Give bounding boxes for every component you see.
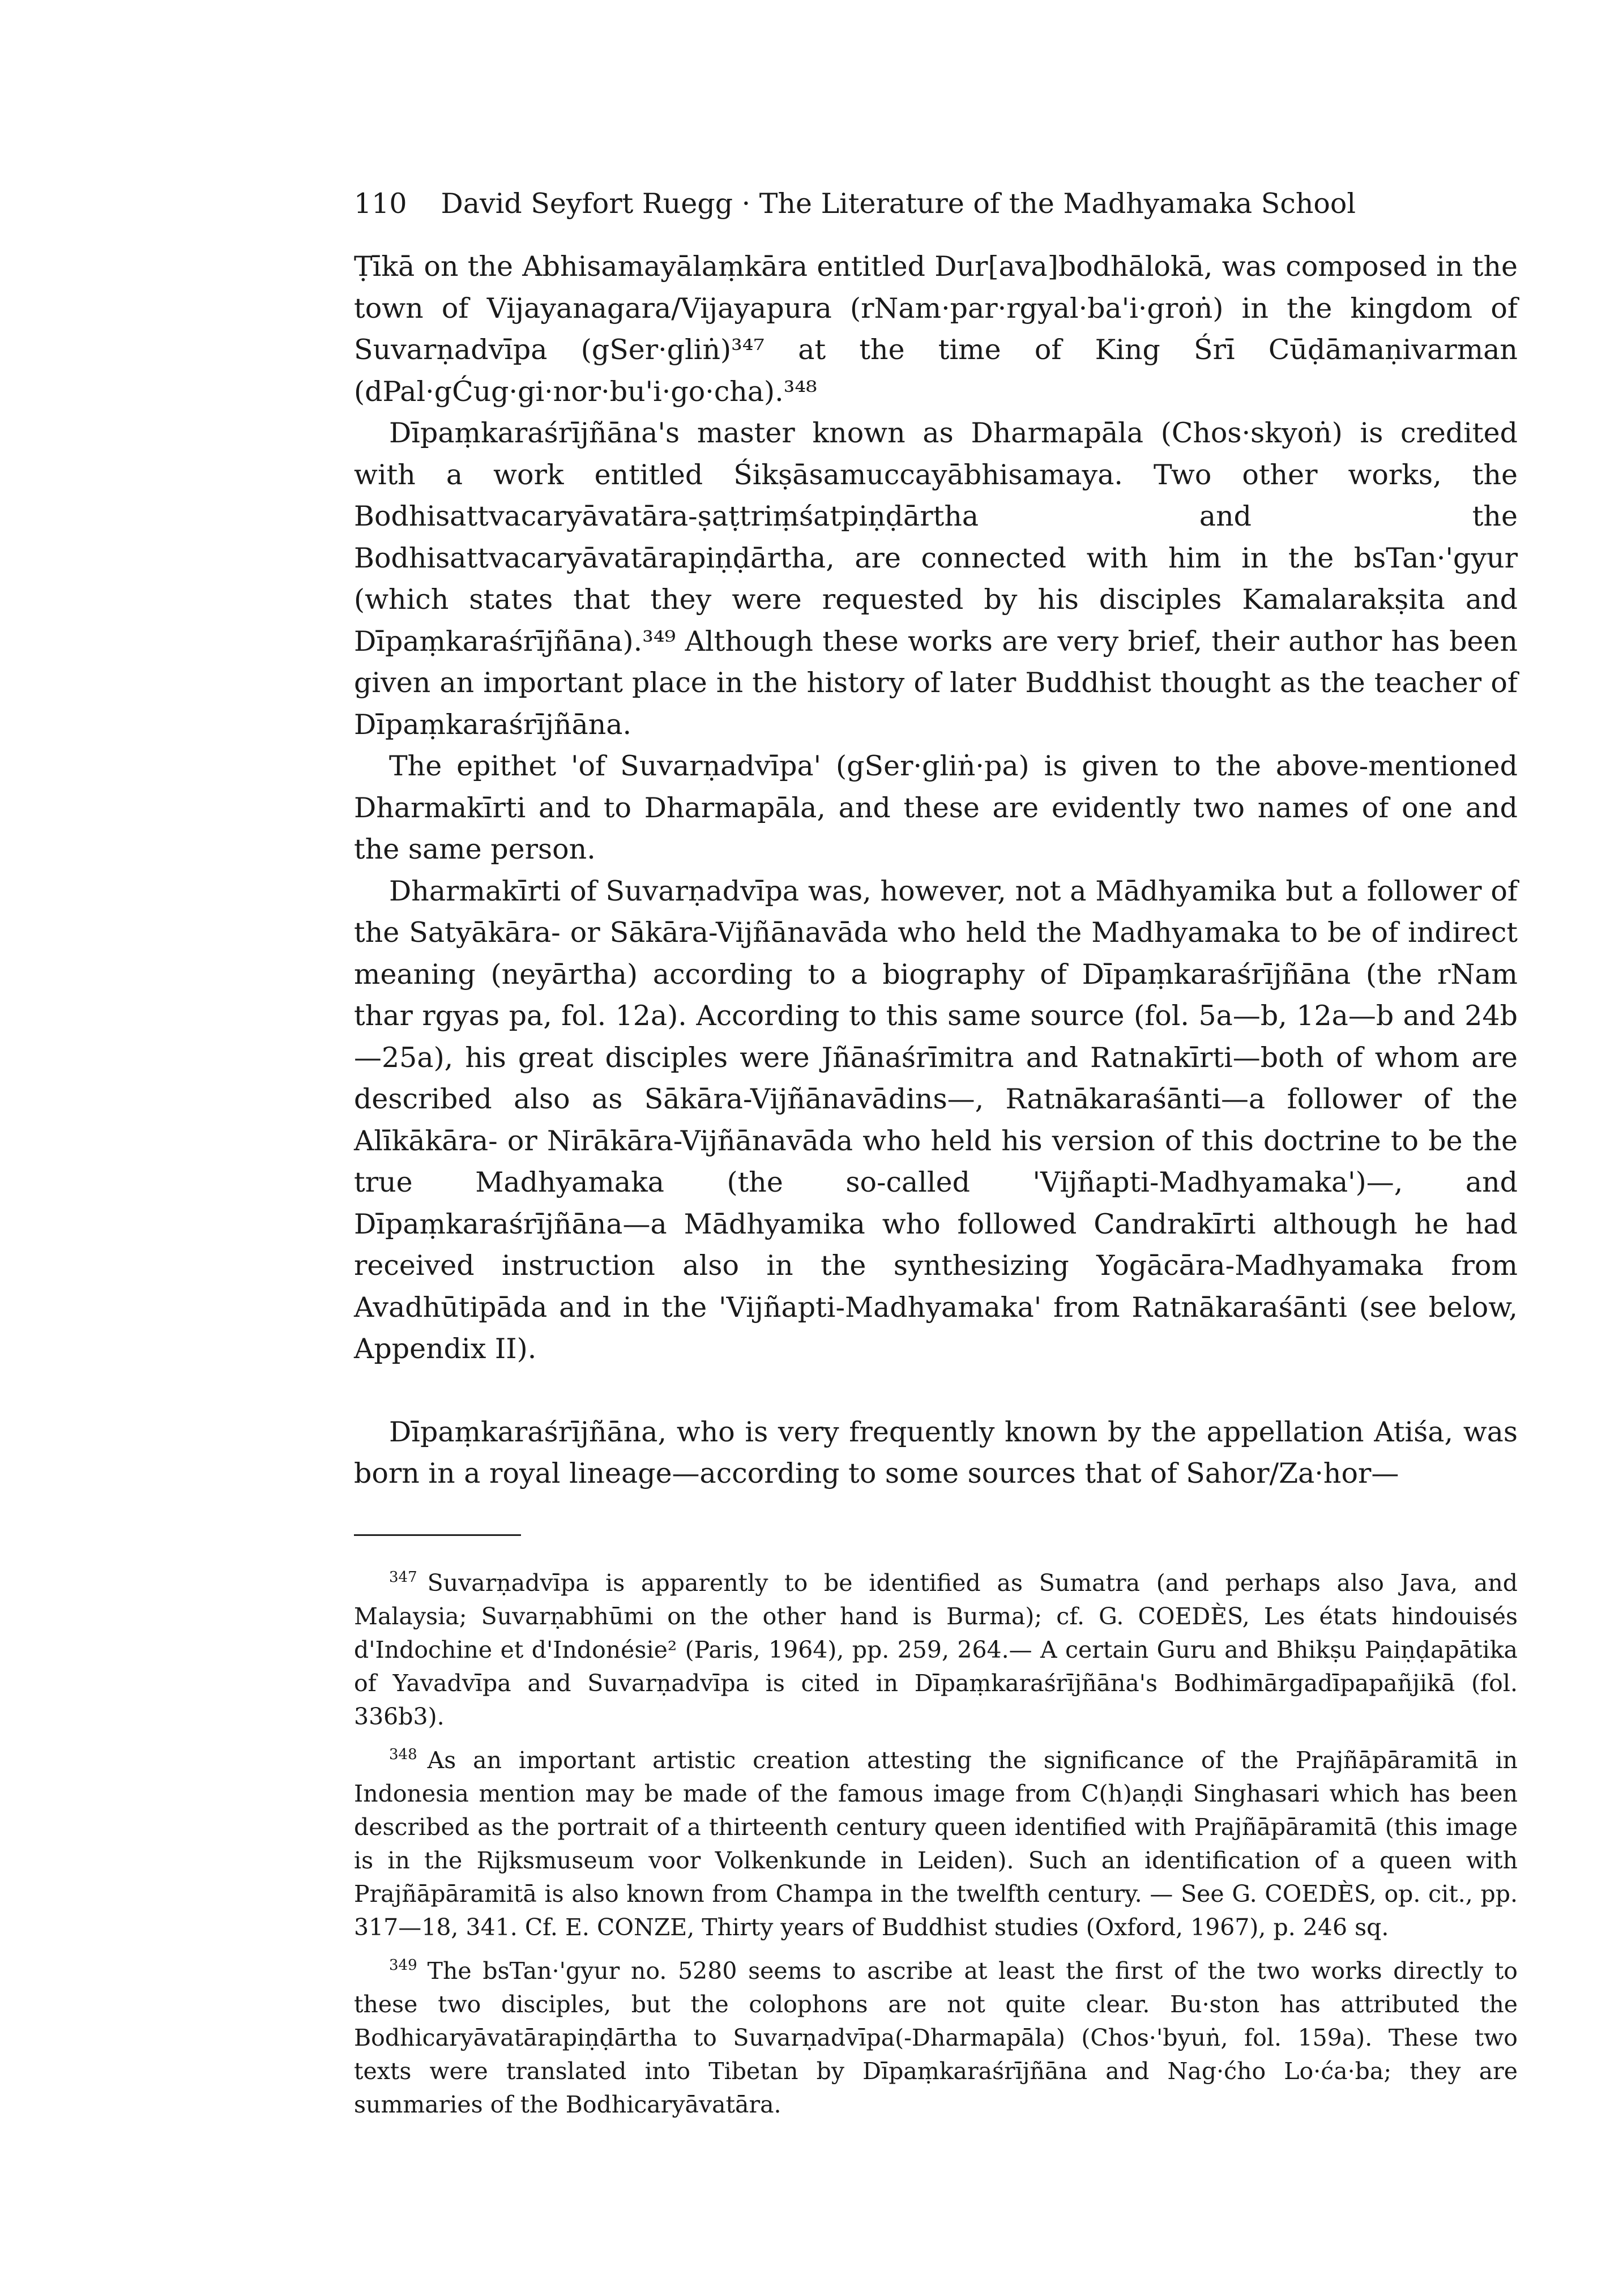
footnote-divider bbox=[354, 1534, 521, 1536]
paragraph-3: The epithet 'of Suvarṇadvīpa' (gSer·gliṅ·pa) is given to the above-mentioned Dharmakīrti and to Dharmapāla, and these are evidently two names of one and the same person. bbox=[354, 750, 1518, 865]
page bbox=[354, 181, 1518, 2126]
page-number: 110 bbox=[354, 187, 407, 220]
footnote-text: As an important artistic creation attesting the significance of the Prajñāpāramitā in Indonesia mention may be made of the famous image from C(h)aṇḍi Singhasari which has been described as the portrait of a thirteenth century queen identified with Prajñāpāramitā (this image is in the Rijksmuseum voor Volkenkunde in Leiden). Such an identification of a queen with Prajñāpāramitā is also known from Champa in the twelfth century. — See G. COEDÈS, op. cit., pp. 317—18, 341. Cf. E. CONZE, Thirty years of Buddhist studies (Oxford, 1967), p. 246 sq. bbox=[354, 1746, 1518, 1941]
footnote-number: 348 bbox=[389, 1746, 417, 1763]
footnote bbox=[354, 1561, 1518, 1734]
body-text bbox=[354, 246, 1518, 1495]
paragraph-5: Dīpaṃkaraśrījñāna, who is very frequently known by the appellation Atiśa, was born in a royal lineage—according to some sources that of Sahor/Za·hor— bbox=[354, 1415, 1518, 1490]
footnote bbox=[354, 1738, 1518, 1944]
footnote-text: The bsTan·'gyur no. 5280 seems to ascribe at least the first of the two works directly to these two disciples, but the colophons are not quite clear. Bu·ston has attributed the Bodhicaryāvatārapiṇḍārtha to Suvarṇadvīpa(-Dharmapāla) (Chos·'byuṅ, fol. 159a). These two texts were translated into Tibetan by Dīpaṃkaraśrījñāna and Nag·ćho Lo·ća·ba; they are summaries of the Bodhicaryāvatāra. bbox=[354, 1957, 1518, 2118]
footnote-text: Suvarṇadvīpa is apparently to be identified as Sumatra (and perhaps also Java, and Malaysia; Suvarṇabhūmi on the other hand is Burma); cf. G. COEDÈS, Les états hindouisés d'Indochine et d'Indonésie² (Paris, 1964), pp. 259, 264.— A certain Guru and Bhikṣu Paiṇḍapātika of Yavadvīpa and Suvarṇadvīpa is cited in Dīpaṃkaraśrījñāna's Bodhimārgadīpapañjikā (fol. 336b3). bbox=[354, 1569, 1518, 1730]
running-title: David Seyfort Ruegg · The Literature of the Madhyamaka School bbox=[441, 187, 1356, 220]
running-head bbox=[354, 181, 1518, 227]
paragraph-1: Ṭīkā on the Abhisamayālaṃkāra entitled Dur[ava]bodhālokā, was composed in the town of Vijayanagara/Vijayapura (rNam·par·rgyal·ba'i·groṅ) in the kingdom of Suvarṇadvīpa (gSer·gliṅ)³⁴⁷ at the time of King Śrī Cūḍāmaṇivarman (dPal·gĆug·gi·nor·bu'i·go·cha).³⁴⁸ bbox=[354, 250, 1518, 408]
footnotes bbox=[354, 1561, 1518, 2122]
footnote-number: 347 bbox=[389, 1568, 417, 1586]
footnote-number: 349 bbox=[389, 1956, 417, 1974]
paragraph-2: Dīpaṃkaraśrījñāna's master known as Dharmapāla (Chos·skyoṅ) is credited with a work entitled Śikṣāsamuccayābhisamaya. Two other works, the Bodhisattvacaryāvatāra-ṣaṭtriṃśatpiṇḍārtha and the Bodhisattvacaryāvatārapiṇḍārtha, are connected with him in the bsTan·'gyur (which states that they were requested by his disciples Kamalarakṣita and Dīpaṃkaraśrījñāna).³⁴⁹ Although these works are very brief, their author has been given an important place in the history of later Buddhist thought as the teacher of Dīpaṃkaraśrījñāna. bbox=[354, 417, 1518, 741]
footnote bbox=[354, 1949, 1518, 2122]
paragraph-4: Dharmakīrti of Suvarṇadvīpa was, however, not a Mādhyamika but a follower of the Satyākāra- or Sākāra-Vijñānavāda who held the Madhyamaka to be of indirect meaning (neyārtha) according to a biography of Dīpaṃkaraśrījñāna (the rNam thar rgyas pa, fol. 12a). According to this same source (fol. 5a—b, 12a—b and 24b—25a), his great disciples were Jñānaśrīmitra and Ratnakīrti—both of whom are described also as Sākāra-Vijñānavādins—, Ratnākaraśānti—a follower of the Alīkākāra- or Nirākāra-Vijñānavāda who held his version of this doctrine to be the true Madhyamaka (the so-called 'Vijñapti-Madhyamaka')—, and Dīpaṃkaraśrījñāna—a Mādhyamika who followed Candrakīrti although he had received instruction also in the synthesizing Yogācāra-Madhyamaka from Avadhūtipāda and in the 'Vijñapti-Madhyamaka' from Ratnākaraśānti (see below, Appendix II). bbox=[354, 874, 1518, 1365]
